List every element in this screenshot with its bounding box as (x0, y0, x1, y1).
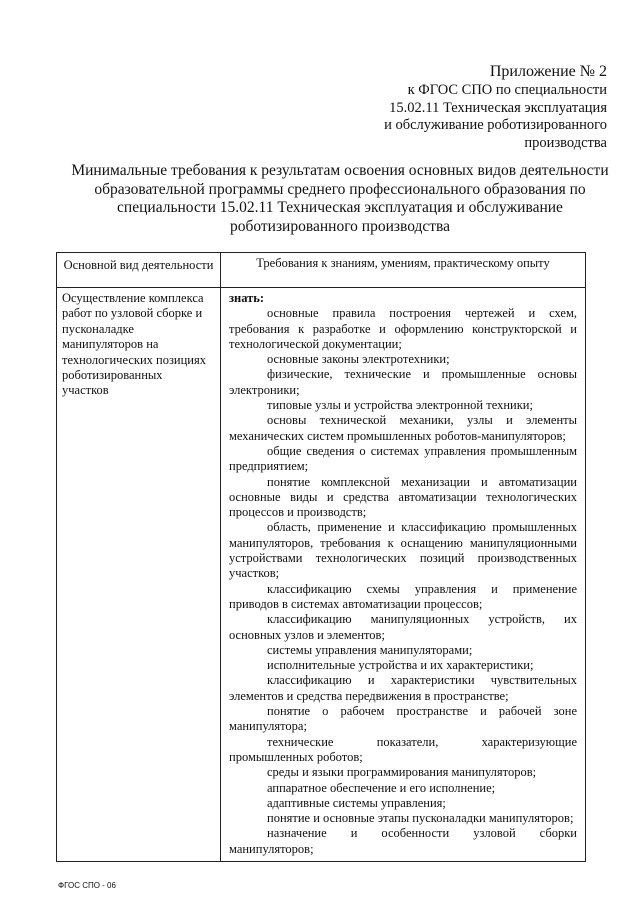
requirement-item: среды и языки программирования манипуляторов; (267, 765, 537, 780)
requirement-item: основные законы электротехники; (267, 352, 450, 367)
appendix-line: производства (524, 134, 607, 151)
activity-line: участков (62, 383, 109, 398)
title-line: образовательной программы среднего профессионального образования по (94, 180, 586, 198)
appendix-line: 15.02.11 Техническая эксплуатация (389, 99, 607, 116)
requirements-cell (221, 288, 585, 861)
know-label: знать: (229, 291, 265, 305)
appendix-header (384, 62, 607, 152)
table-header (57, 253, 585, 288)
header-activity: Основной вид деятельности (57, 253, 221, 287)
header-requirements: Требования к знаниям, умениям, практическому опыту (256, 256, 550, 270)
activity-line: Осуществление комплекса (62, 291, 204, 305)
requirement-item: адаптивные системы управления; (267, 795, 446, 810)
appendix-line: к ФГОС СПО по специальности (407, 82, 607, 98)
activity-line: манипуляторов на (62, 337, 159, 352)
document-title (60, 162, 620, 236)
requirement-item: понятие о рабочем пространстве и рабочей зоне манипулятора; (229, 704, 577, 734)
requirements-table (56, 252, 586, 862)
requirement-item: основы технической механики, узлы и элементы механических систем промышленных роботов-манипуляторов; (229, 413, 577, 443)
appendix-line: Приложение № 2 (489, 63, 607, 80)
requirement-item: основные правила построения чертежей и схем, требования к разработке и оформлению конструкторской и технологической документации; (229, 306, 577, 351)
requirement-item: классификацию схемы управления и применение приводов в системах автоматизации процессов; (229, 581, 577, 611)
title-line: роботизированного производства (229, 217, 451, 235)
requirement-item: понятие комплексной механизации и автоматизации основные виды и средства автоматизации технологических процессов и производств; (229, 474, 577, 520)
table-row (57, 288, 585, 861)
title-line: специальности 15.02.11 Техническая эксплуатация и обслуживание (117, 199, 563, 216)
footer-code: ФГОС СПО - 06 (58, 881, 116, 890)
requirement-item: технические показатели, характеризующие промышленных роботов; (229, 734, 577, 764)
requirement-item: классификацию и характеристики чувствительных элементов и средства передвижения в пространстве; (229, 673, 577, 703)
requirement-item: физические, технические и промышленные основы электроники; (229, 367, 577, 397)
requirement-item: область, применение и классификацию промышленных манипуляторов, требования к оснащению манипуляционными устройствами технологических позиций производственных участков; (229, 520, 577, 581)
activity-cell (57, 288, 221, 861)
requirement-item: классификацию манипуляционных устройств, их основных узлов и элементов; (229, 612, 577, 642)
requirement-item: исполнительные устройства и их характеристики; (267, 658, 534, 673)
activity-line: работ по узловой сборке и (62, 306, 203, 321)
requirement-item: общие сведения о системах управления промышленным предприятием; (229, 443, 577, 474)
requirement-item: системы управления манипуляторами; (267, 642, 473, 657)
appendix-line: и обслуживание роботизированного (384, 117, 607, 133)
requirement-item: понятие и основные этапы пусконаладки манипуляторов; (267, 811, 574, 826)
activity-line: пусконаладке (62, 321, 134, 336)
requirement-item: типовые узлы и устройства электронной техники; (267, 398, 533, 413)
requirement-item: аппаратное обеспечение и его исполнение; (267, 780, 496, 795)
activity-line: роботизированных (62, 368, 163, 383)
activity-line: технологических позициях (62, 352, 206, 367)
title-line: Минимальные требования к результатам освоения основных видов деятельности (71, 162, 609, 179)
requirement-item: назначение и особенности узловой сборки манипуляторов; (229, 826, 577, 856)
